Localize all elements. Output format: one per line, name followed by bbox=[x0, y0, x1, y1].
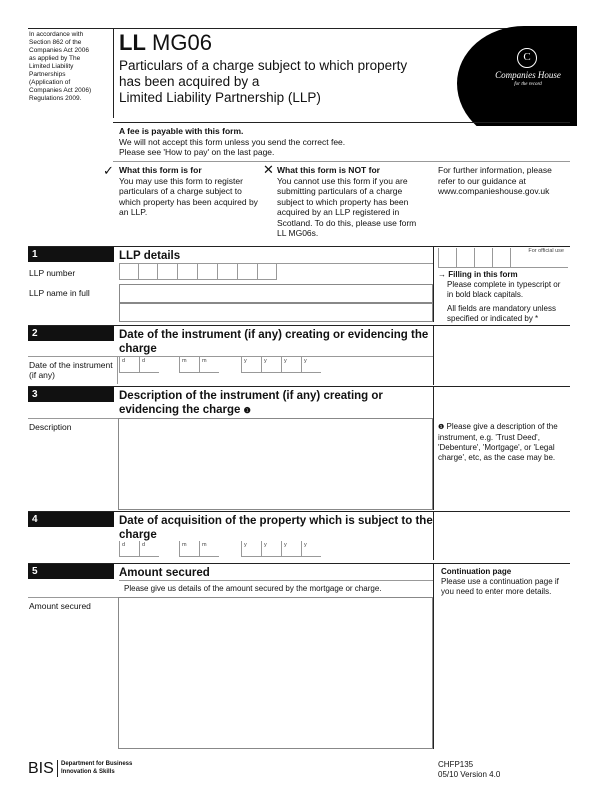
fee-notice: A fee is payable with this form. We will not accept this form unless you send the correct fee. Please see 'How to pay' on the last page. bbox=[119, 126, 346, 157]
section-number: 3 bbox=[28, 387, 114, 402]
companies-house-logo: C Companies House for the record bbox=[447, 26, 577, 126]
note-bullet-icon: ❶ bbox=[438, 424, 445, 431]
description-label: Description bbox=[29, 422, 72, 432]
check-icon: ✓ bbox=[103, 163, 114, 178]
amount-prompt: Please give us details of the amount secured by the mortgage or charge. bbox=[124, 584, 382, 593]
section-title: LLP details bbox=[119, 250, 181, 262]
description-note: ❶ Please give a description of the instrument, e.g. 'Trust Deed', 'Debenture', 'Mortgage', or 'Legal charge', etc, as the case may be. bbox=[438, 422, 558, 462]
crown-icon: C bbox=[517, 48, 537, 68]
bis-logo: BIS bbox=[28, 760, 54, 777]
section-number: 5 bbox=[28, 564, 114, 579]
legal-note: In accordance with Section 862 of the Companies Act 2006 as applied by The Limited Liability Partnerships (Application of Companies Act 2006) Regulations 2009. bbox=[29, 31, 92, 102]
llp-number-input[interactable] bbox=[119, 264, 279, 282]
section-number: 1 bbox=[28, 247, 114, 262]
form-title: Particulars of a charge subject to which property has been acquired by a Limited Liability Partnership (LLP) bbox=[119, 58, 408, 105]
instrument-date-input[interactable]: d d m m y y y y bbox=[119, 357, 329, 375]
date-instrument-label: Date of the instrument (if any) bbox=[29, 360, 113, 380]
filling-note: → Filling in this form Please complete in typescript or in bold black capitals. All fields are mandatory unless specified or indicated by * bbox=[438, 270, 561, 323]
form-reference: CHFP135 05/10 Version 4.0 bbox=[438, 760, 501, 779]
form-is-for: What this form is for You may use this form to register particulars of a charge subject to which property has been acquired by an LLP. bbox=[119, 165, 258, 217]
amount-secured-label: Amount secured bbox=[29, 601, 91, 611]
further-info: For further information, please refer to our guidance at www.companieshouse.gov.uk bbox=[438, 165, 552, 196]
llp-name-input-2[interactable] bbox=[119, 303, 433, 322]
section-number: 2 bbox=[28, 326, 114, 341]
llp-name-input-1[interactable] bbox=[119, 284, 433, 303]
section-title: Date of acquisition of the property which is subject to the charge bbox=[119, 515, 433, 541]
continuation-note: Continuation page Please use a continuation page if you need to enter more details. bbox=[441, 567, 559, 596]
section-title: Description of the instrument (if any) creating or evidencing the charge ❶ bbox=[119, 390, 383, 416]
form-not-for: What this form is NOT for You cannot use this form if you are submitting particulars of a charge subject to which property has been acquired by an LLP registered in Scotland. To do this, please use form LL MG06s. bbox=[277, 165, 417, 238]
department-name: Department for Business Innovation & Skills bbox=[61, 761, 133, 775]
llp-name-label: LLP name in full bbox=[29, 288, 90, 298]
cross-icon: ✕ bbox=[263, 162, 274, 177]
amount-secured-input[interactable] bbox=[118, 597, 433, 749]
section-number: 4 bbox=[28, 512, 114, 527]
acquisition-date-input[interactable]: d d m m y y y y bbox=[119, 541, 329, 559]
section-title: Amount secured bbox=[119, 567, 210, 579]
note-bullet-icon: ❶ bbox=[243, 406, 251, 415]
description-input[interactable] bbox=[118, 418, 433, 510]
form-code: LL MG06 bbox=[119, 30, 212, 55]
section-title: Date of the instrument (if any) creating or evidencing the charge bbox=[119, 329, 429, 355]
llp-number-label: LLP number bbox=[29, 268, 76, 278]
official-use-box: For official use bbox=[438, 248, 568, 268]
